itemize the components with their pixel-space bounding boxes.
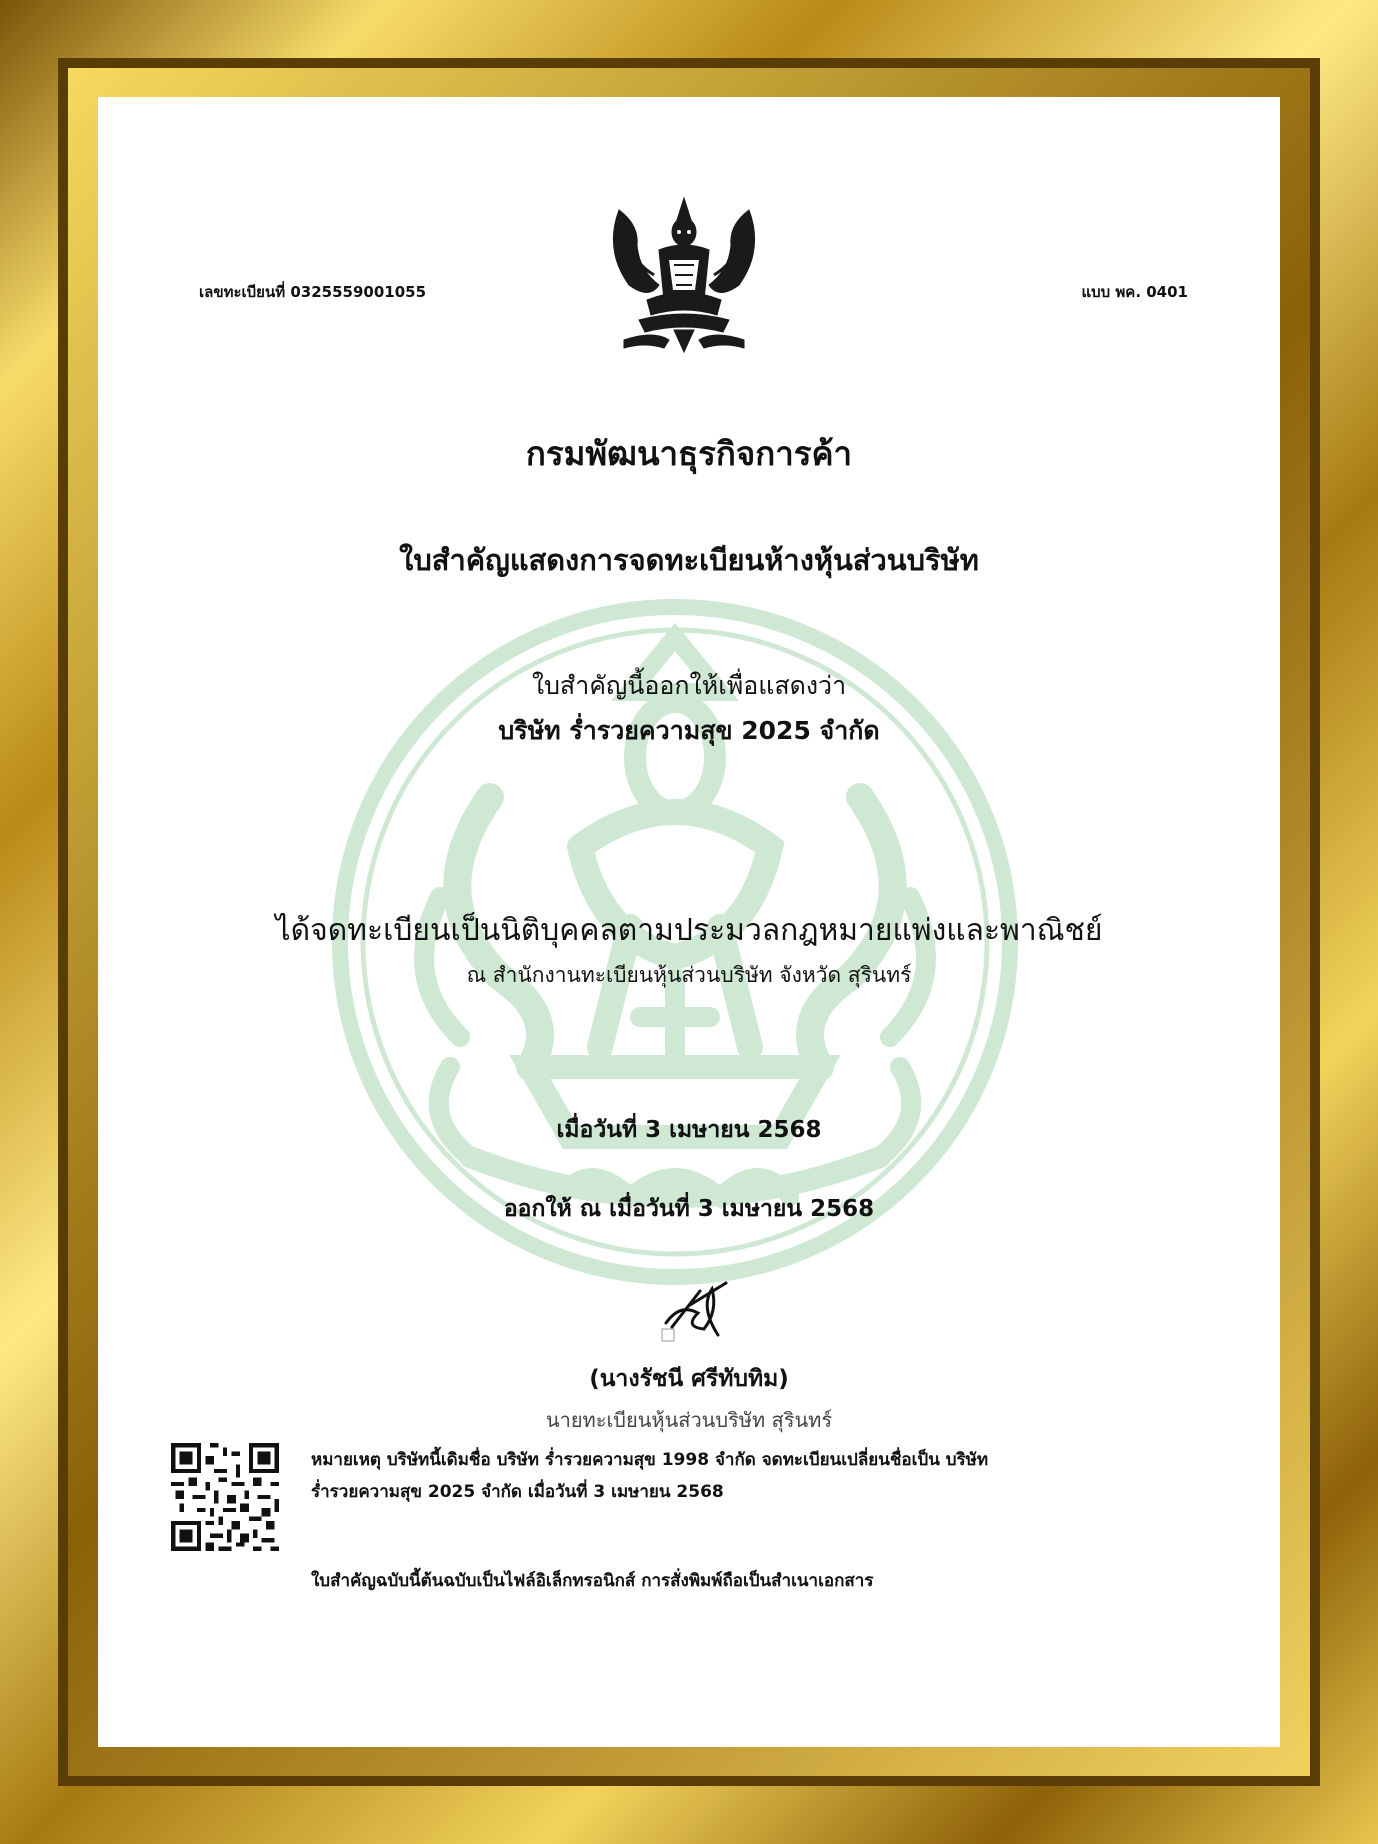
issued-intro-text: ใบสำคัญนี้ออกให้เพื่อแสดงว่า — [531, 671, 847, 700]
form-number: แบบ พค. 0401 — [1081, 283, 1188, 301]
garuda-emblem-icon — [599, 190, 769, 360]
electronic-copy-footnote: ใบสำคัญฉบับนี้ต้นฉบับเป็นไฟล์อิเล็กทรอนิกส์ การสั่งพิมพ์ถือเป็นสำเนาเอกสาร — [311, 1571, 874, 1591]
registration-number: เลขทะเบียนที่ 0325559001055 — [199, 283, 426, 301]
registrar-signature — [654, 1277, 744, 1345]
remark-line-1: หมายเหตุ บริษัทนี้เดิมชื่อ บริษัท ร่ำรวยความสุข 1998 จำกัด จดทะเบียนเปลี่ยนชื่อเป็น บริษัท — [311, 1450, 989, 1470]
signatory-name: (นางรัชนี ศรีทับทิม) — [589, 1366, 789, 1392]
remark-note — [311, 1444, 1111, 1508]
certificate-paper — [98, 97, 1280, 1747]
signatory-title: นายทะเบียนหุ้นส่วนบริษัท สุรินทร์ — [545, 1408, 833, 1432]
department-name: กรมพัฒนาธุรกิจการค้า — [525, 434, 853, 473]
certificate-title: ใบสำคัญแสดงการจดทะเบียนห้างหุ้นส่วนบริษัท — [399, 543, 979, 577]
issue-date: ออกให้ ณ เมื่อวันที่ 3 เมษายน 2568 — [503, 1196, 875, 1222]
registered-statement: ได้จดทะเบียนเป็นนิติบุคคลตามประมวลกฎหมายแพ่งและพาณิชย์ — [275, 913, 1103, 948]
registration-date: เมื่อวันที่ 3 เมษายน 2568 — [556, 1117, 822, 1143]
remark-line-2: ร่ำรวยความสุข 2025 จำกัด เมื่อวันที่ 3 เมษายน 2568 — [311, 1482, 724, 1502]
company-name: บริษัท ร่ำรวยความสุข 2025 จำกัด — [498, 716, 880, 745]
registration-office: ณ สำนักงานทะเบียนหุ้นส่วนบริษัท จังหวัด สุรินทร์ — [466, 963, 912, 987]
qr-code[interactable] — [171, 1443, 279, 1551]
